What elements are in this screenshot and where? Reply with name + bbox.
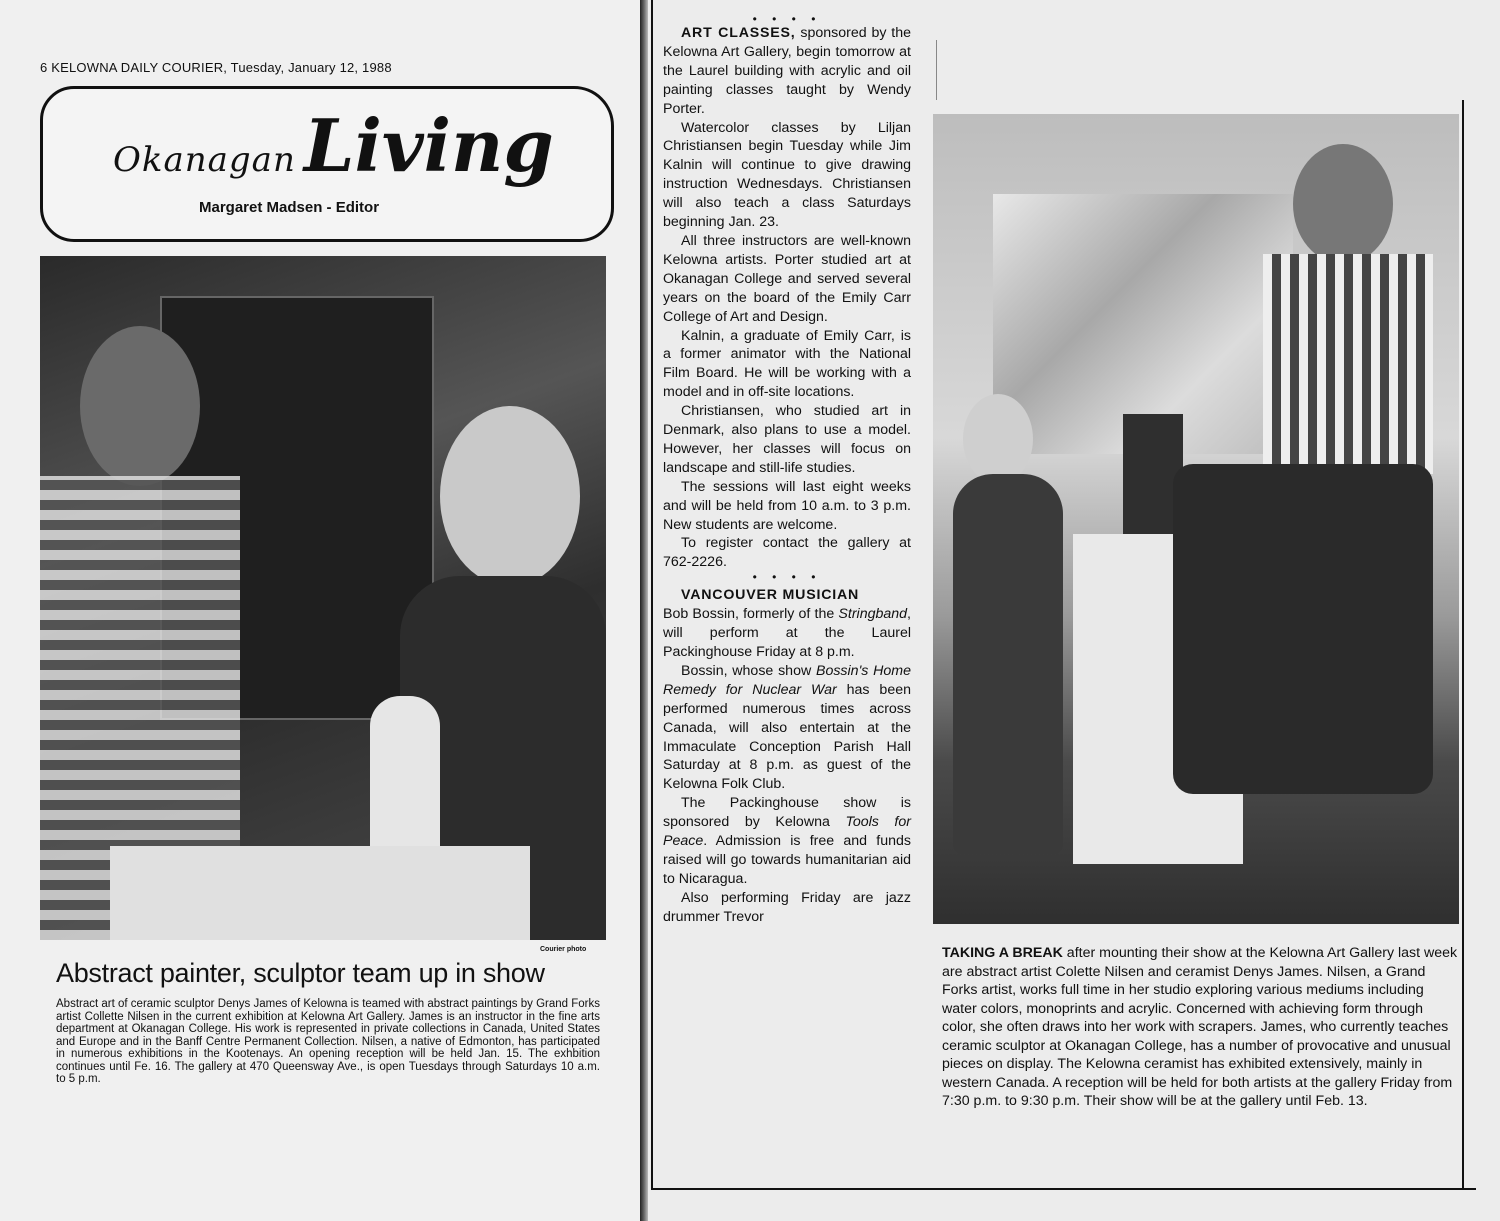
story-body: Abstract art of ceramic sculptor Denys James of Kelowna is teamed with abstract paintings by Grand Forks artist Collette Nilsen in the current exhibition at Kelowna Art Gallery. James is an instructor in the fine arts department at Okanagan College. His work is represented in private collections in Canada, United States and Europe and in the Banff Centre Permanent Collection. Nilsen, a native of Edmonton, has participated in numerous exhibitions in the Kootenays. An opening reception will be held Jan. 15. The exhbition continues until Fe. 16. The gallery at 470 Queensway Ave., is open Tuesdays through Saturdays 10 a.m. to 5 p.m. xyxy=(56,998,600,1085)
arts-column xyxy=(663,14,911,927)
man-figure-head xyxy=(1293,144,1393,264)
editor-line: Margaret Madsen - Editor xyxy=(199,199,380,216)
paragraph: The sessions will last eight weeks and will be held from 10 a.m. to 3 p.m. New students are welcome. xyxy=(663,478,911,533)
man-figure-head xyxy=(80,326,200,486)
frame-rule-right xyxy=(1462,100,1464,1190)
paragraph: Bossin, whose show Bossin's Home Remedy for Nuclear War has been performed numerous times across Canada, will also entertain at the Immaculate Conception Parish Hall Saturday at 8 p.m. as guest of the Kelowna Folk Club. xyxy=(663,662,911,793)
paragraph: Kalnin, a graduate of Emily Carr, is a former animator with the National Film Board. He will be working with a model and in off-site locations. xyxy=(663,327,911,401)
photo-taking-a-break xyxy=(933,114,1459,924)
paragraph: Christiansen, who studied art in Denmark, also plans to use a model. However, her classes will focus on landscape and still-life studies. xyxy=(663,403,911,476)
photo-caption: TAKING A BREAK after mounting their show at the Kelowna Art Gallery last week are abstract artist Colette Nilsen and ceramist Denys James. Nilsen, a Grand Forks artist, works full time in her studio exploring various mediums including water colors, monoprints and acrylic. Concerned with achieving form through color, she often draws into her work with scrapers. James, who currently teaches ceramic sculptor at Okanagan College, has a number of provocative and unusual pieces on display. The Kelowna ceramist has exhibited extensively, mainly in western Canada. A reception will be held for both artists at the gallery Friday from 7:30 p.m. to 9:30 p.m. Their show will be at the gallery until Feb. 13. xyxy=(942,945,1458,1109)
left-newspaper-page xyxy=(0,0,640,1221)
separator-dots: • • • • xyxy=(752,12,822,26)
separator-dots: • • • • xyxy=(752,570,822,585)
woman-figure-head xyxy=(963,394,1033,484)
paragraph: The Packinghouse show is sponsored by Kelowna Tools for Peace. Admission is free and funds raised will go towards humanitarian aid to Nicaragua. xyxy=(663,795,911,887)
column-rule-thin xyxy=(936,40,937,100)
bottom-rule xyxy=(651,1188,1476,1190)
woman-figure-head xyxy=(440,406,580,586)
plinth xyxy=(110,846,530,940)
section-title-okanagan: Okanagan xyxy=(113,140,296,180)
section-title-living: Living xyxy=(303,103,554,188)
paragraph: Watercolor classes by Liljan Christiansen begin Tuesday while Jim Kalnin will continue to give drawing instruction Wednesdays. Christiansen will also teach a class Saturdays beginning Jan. 23. xyxy=(663,119,911,231)
woman-figure-body xyxy=(953,474,1063,854)
man-figure-shirt xyxy=(1263,254,1433,474)
paragraph-art-classes: ART CLASSES, sponsored by the Kelowna Art Gallery, begin tomorrow at the Laurel building with acrylic and oil painting classes taught by Wendy Porter. xyxy=(663,25,911,117)
section-title xyxy=(113,103,554,188)
section-banner xyxy=(40,86,614,242)
subhead-art-classes: ART CLASSES, xyxy=(681,25,796,41)
paragraph: To register contact the gallery at 762-2226. xyxy=(663,535,911,571)
paragraph: All three instructors are well-known Kelowna artists. Porter studied art at Okanagan College and served several years on the board of the Emily Carr College of Art and Design. xyxy=(663,232,911,325)
column-rule xyxy=(651,0,653,1190)
photo-credit: Courier photo xyxy=(540,946,587,953)
man-figure-legs xyxy=(1173,464,1433,794)
subhead-vancouver-musician: VANCOUVER MUSICIAN xyxy=(681,587,860,604)
masthead: 6 KELOWNA DAILY COURIER, Tuesday, January 12, 1988 xyxy=(40,60,392,75)
paragraph: Also performing Friday are jazz drummer Trevor xyxy=(663,889,911,925)
paragraph: Bob Bossin, formerly of the Stringband, will perform at the Laurel Packinghouse Friday at 8 p.m. xyxy=(663,606,911,660)
page-fold xyxy=(640,0,648,1221)
story-headline: Abstract painter, sculptor team up in show xyxy=(56,958,545,988)
photo-artists-with-sculpture xyxy=(40,256,606,940)
